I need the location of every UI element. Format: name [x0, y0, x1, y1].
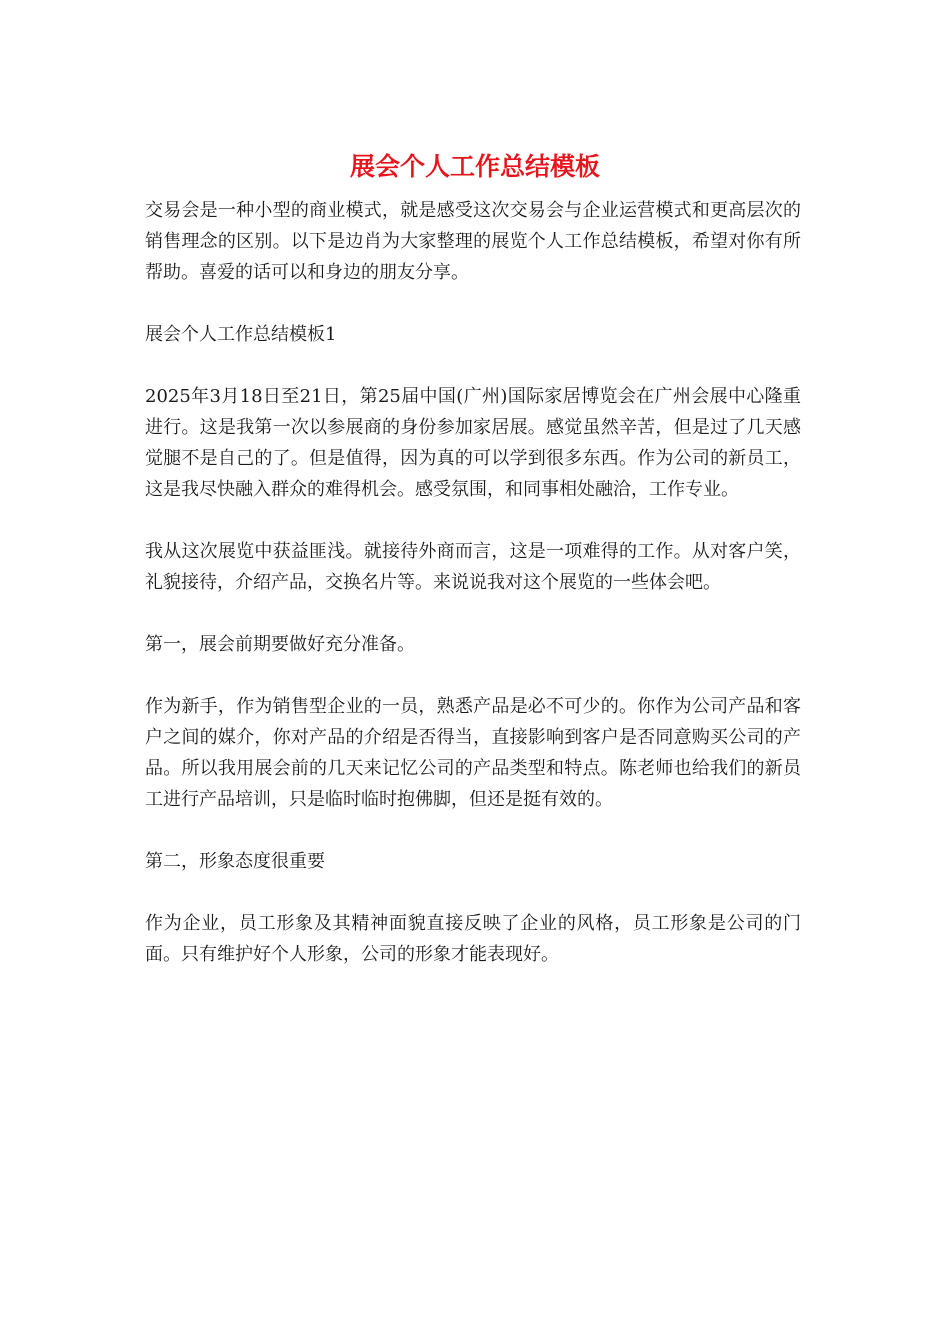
intro-paragraph: 交易会是一种小型的商业模式，就是感受这次交易会与企业运营模式和更高层次的销售理念的区别。以下是边肖为大家整理的展览个人工作总结模板，希望对你有所帮助。喜爱的话可以和身边的朋友分享。	[145, 200, 801, 283]
point-two-heading: 第二，形象态度很重要	[145, 851, 325, 872]
document-body	[145, 195, 801, 970]
image-paragraph: 作为企业，员工形象及其精神面貌直接反映了企业的风格，员工形象是公司的门面。只有维护好个人形象，公司的形象才能表现好。	[145, 913, 801, 965]
document-title: 展会个人工作总结模板	[349, 152, 600, 181]
section-heading-template-1: 展会个人工作总结模板1	[145, 324, 337, 345]
expo-paragraph: 2025年3月18日至21日，第25届中国(广州)国际家居博览会在广州会展中心隆重进行。这是我第一次以参展商的身份参加家居展。感觉虽然辛苦，但是过了几天感觉腿不是自己的了。但是值得，因为真的可以学到很多东西。作为公司的新员工，这是我尽快融入群众的难得机会。感受氛围，和同事相处融洽，工作专业。	[145, 386, 801, 500]
point-one-heading: 第一，展会前期要做好充分准备。	[145, 634, 415, 655]
benefit-paragraph: 我从这次展览中获益匪浅。就接待外商而言，这是一项难得的工作。从对客户笑，礼貌接待，介绍产品，交换名片等。来说说我对这个展览的一些体会吧。	[145, 541, 801, 593]
preparation-paragraph: 作为新手，作为销售型企业的一员，熟悉产品是必不可少的。你作为公司产品和客户之间的媒介，你对产品的介绍是否得当，直接影响到客户是否同意购买公司的产品。所以我用展会前的几天来记忆公司的产品类型和特点。陈老师也给我们的新员工进行产品培训，只是临时临时抱佛脚，但还是挺有效的。	[145, 696, 801, 810]
